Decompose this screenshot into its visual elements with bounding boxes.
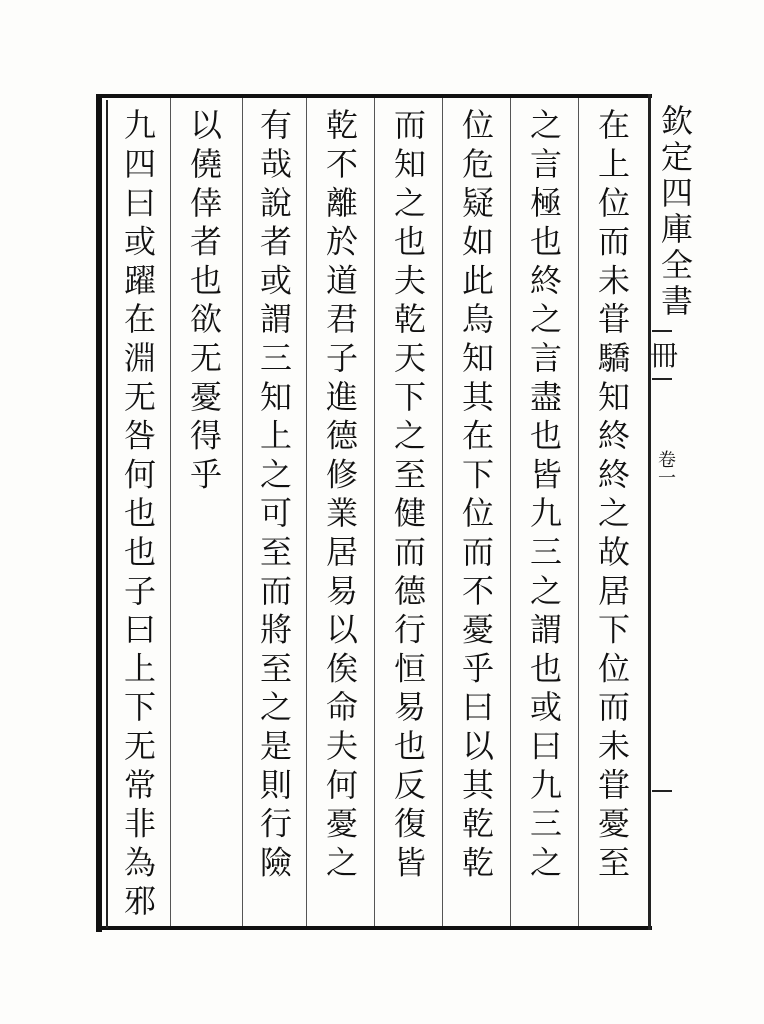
text-column-1: 在上位而未甞驕知終終之故居下位而未甞憂至	[593, 108, 631, 884]
frame-right-border	[648, 94, 651, 930]
text-column-7: 以僥倖者也欲无憂得乎	[185, 108, 223, 496]
text-column-8: 九四曰或躍在淵无咎何也也子曰上下无常非為邪	[119, 108, 157, 923]
column-divider	[306, 98, 307, 926]
column-divider	[374, 98, 375, 926]
margin-juan-label: 卷一	[655, 450, 676, 486]
frame-left-border	[96, 96, 102, 932]
margin-rule	[652, 790, 672, 792]
text-column-6: 有哉說者或謂三知上之可至而將至之是則行險	[255, 108, 293, 884]
text-column-3: 位危疑如此烏知其在下位而不憂乎曰以其乾乾	[457, 108, 495, 884]
column-divider	[242, 98, 243, 926]
text-column-4: 而知之也夫乾天下之至健而德行恒易也反復皆	[389, 108, 427, 884]
frame-left-inner-border	[106, 100, 108, 928]
column-divider	[442, 98, 443, 926]
column-divider	[510, 98, 511, 926]
column-divider	[170, 98, 171, 926]
text-column-2: 之言極也終之言盡也皆九三之謂也或曰九三之	[525, 108, 563, 884]
text-column-5: 乾不離於道君子進德修業居易以俟命夫何憂之	[321, 108, 359, 884]
column-divider	[578, 98, 579, 926]
margin-box-glyph: 冊	[650, 339, 679, 372]
margin-book-title: 欽定四庫全書	[656, 104, 694, 320]
frame-bottom-border	[96, 926, 652, 930]
